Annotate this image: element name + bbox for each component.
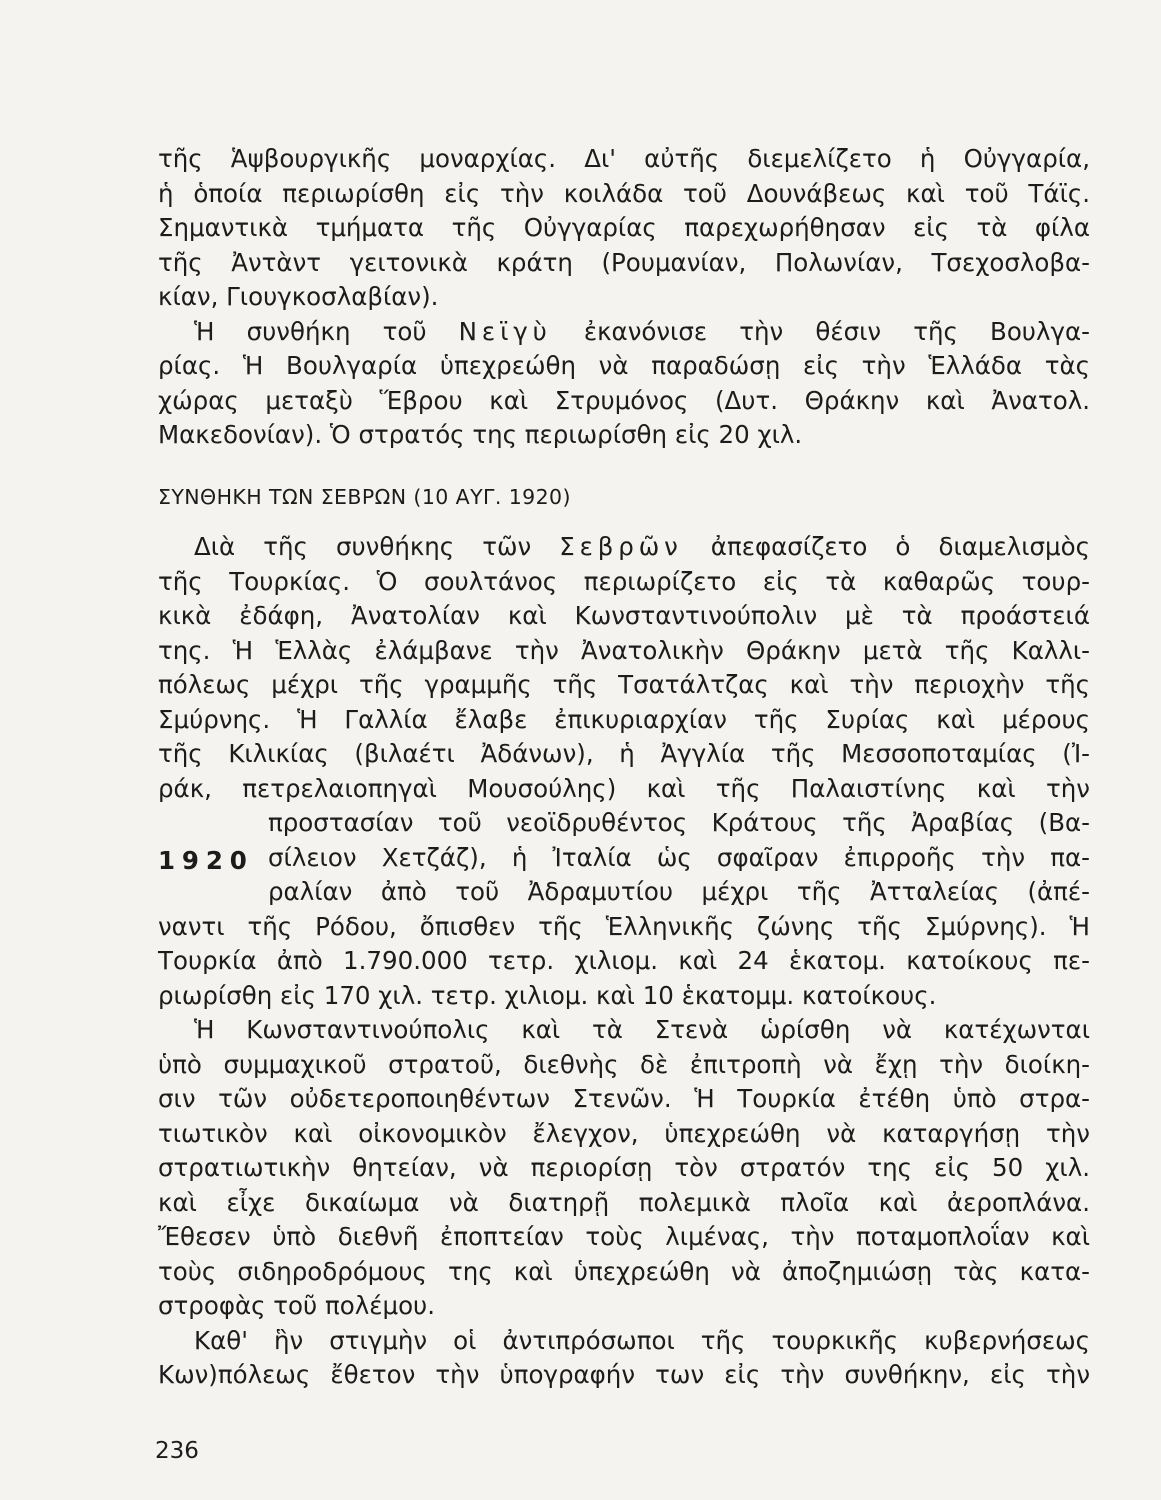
text-line: πόλεως μέχρι τῆς γραμμῆς τῆς Τσατάλτζας καὶ τὴν περιοχὴν τῆς [158, 670, 1090, 699]
text-line: Σημαντικὰ τμήματα τῆς Οὐγγαρίας παρεχωρήθησαν εἰς τὰ φίλα [158, 213, 1090, 242]
text-line: τιωτικὸν καὶ οἰκονομικὸν ἔλεγχον, ὑπεχρεώθη νὰ καταργήσῃ τὴν [158, 1118, 1090, 1148]
text-line: κίαν, Γιουγκοσλαβίαν). [158, 282, 439, 311]
section-heading: ΣΥΝΘΗΚΗ ΤΩΝ ΣΕΒΡΩΝ (10 ΑΥΓ. 1920) [158, 485, 571, 509]
text-line: κικὰ ἐδάφη, Ἀνατολίαν καὶ Κωνσταντινούπολιν μὲ τὰ προάστειά [158, 601, 1090, 630]
text-line: ἡ ὁποία περιωρίσθη εἰς τὴν κοιλάδα τοῦ Δουνάβεως καὶ τοῦ Τάϊς. [158, 178, 1090, 208]
text-line [158, 530, 1090, 565]
text-line: στρατιωτικὴν θητείαν, νὰ περιορίσῃ τὸν στρατόν της εἰς 50 χιλ. [158, 1153, 1090, 1182]
text-line: τῆς Ἁψβουργικῆς μοναρχίας. Δι' αὐτῆς διεμελίζετο ἡ Οὐγγαρία, [158, 144, 1090, 173]
text-line [158, 315, 1090, 350]
text-line: ναντι τῆς Ρόδου, ὄπισθεν τῆς Ἑλληνικῆς ζώνης τῆς Σμύρνης). Ἡ [158, 911, 1090, 941]
text-line: τοὺς σιδηροδρόμους της καὶ ὑπεχρεώθη νὰ ἀποζημιώσῃ τὰς κατα- [158, 1256, 1090, 1286]
text-line: της. Ἡ Ἑλλὰς ἐλάμβανε τὴν Ἀνατολικὴν Θράκην μετὰ τῆς Καλλι- [158, 635, 1090, 665]
text-run: Ἡ συνθήκη τοῦ [194, 316, 427, 346]
section-neuilly [158, 142, 1090, 453]
text-line: στροφὰς τοῦ πολέμου. [158, 1291, 436, 1320]
spaced-name-neuilly: Νεϊγὺ [458, 316, 552, 346]
section-sevres [158, 530, 1090, 1393]
text-line: τῆς Ἀντὰντ γειτονικὰ κράτη (Ρουμανίαν, Πολωνίαν, Τσεχοσλοβα- [158, 247, 1090, 277]
text-line: Σμύρνης. Ἡ Γαλλία ἔλαβε ἐπικυριαρχίαν τῆς Συρίας καὶ μέρους [158, 704, 1090, 734]
text-line: Καθ' ἣν στιγμὴν οἱ ἀντιπρόσωποι τῆς τουρκικῆς κυβερνήσεως [194, 1325, 1090, 1355]
text-line: Κων)πόλεως ἔθετον τὴν ὑπογραφήν των εἰς τὴν συνθήκην, εἰς τὴν [158, 1360, 1090, 1389]
text-line: προστασίαν τοῦ νεοϊδρυθέντος Κράτους τῆς Ἀραβίας (Βα- [268, 808, 1090, 837]
text-line: ρίας. Ἡ Βουλγαρία ὑπεχρεώθη νὰ παραδώσῃ εἰς τὴν Ἑλλάδα τὰς [158, 351, 1090, 380]
text-line: Ἔθεσεν ὑπὸ διεθνῆ ἐποπτείαν τοὺς λιμένας, τὴν ποταμοπλοΐαν καὶ [158, 1222, 1090, 1251]
text-line: χώρας μεταξὺ Ἕβρου καὶ Στρυμόνος (Δυτ. Θράκην καὶ Ἀνατολ. [158, 385, 1090, 415]
text-line: τῆς Τουρκίας. Ὁ σουλτάνος περιωρίζετο εἰς τὰ καθαρῶς τουρ- [158, 566, 1090, 596]
text-line: ὑπὸ συμμαχικοῦ στρατοῦ, διεθνὴς δὲ ἐπιτροπὴ νὰ ἔχῃ τὴν διοίκη- [158, 1049, 1090, 1079]
text-line: τῆς Κιλικίας (βιλαέτι Ἀδάνων), ἡ Ἀγγλία τῆς Μεσσοποταμίας (Ἰ- [158, 739, 1090, 768]
text-run: ἐκανόνισε τὴν θέσιν τῆς Βουλγα- [583, 316, 1090, 346]
text-line: ραλίαν ἀπὸ τοῦ Ἀδραμυτίου μέχρι τῆς Ἀτταλείας (ἀπέ- [268, 877, 1090, 906]
page-number: 236 [155, 1438, 199, 1464]
text-line: σιν τῶν οὐδετεροποιηθέντων Στενῶν. Ἡ Τουρκία ἐτέθη ὑπὸ στρα- [158, 1084, 1090, 1113]
text-line: καὶ εἶχε δικαίωμα νὰ διατηρῇ πολεμικὰ πλοῖα καὶ ἀεροπλάνα. [158, 1187, 1090, 1217]
text-line: Ἡ Κωνσταντινούπολις καὶ τὰ Στενὰ ὡρίσθη νὰ κατέχωνται [194, 1015, 1090, 1044]
text-line: ριωρίσθη εἰς 170 χιλ. τετρ. χιλιομ. καὶ 10 ἑκατομμ. κατοίκους. [158, 980, 937, 1010]
spaced-name-sevres: Σεβρῶν [559, 532, 683, 561]
text-line: ράκ, πετρελαιοπηγαὶ Μουσούλης) καὶ τῆς Παλαιστίνης καὶ τὴν [158, 773, 1090, 803]
text-run: Διὰ τῆς συνθήκης τῶν [194, 532, 532, 561]
text-line: Μακεδονίαν). Ὁ στρατός της περιωρίσθη εἰς 20 χιλ. [158, 420, 803, 449]
text-run: ἀπεφασίζετο ὁ διαμελισμὸς [710, 532, 1090, 561]
margin-year-note: 1920 [158, 846, 254, 875]
text-line: Τουρκία ἀπὸ 1.790.000 τετρ. χιλιομ. καὶ 24 ἑκατομ. κατοίκους πε- [158, 946, 1090, 975]
text-line: σίλειον Χετζάζ), ἡ Ἰταλία ὡς σφαῖραν ἐπιρροῆς τὴν πα- [268, 842, 1090, 872]
